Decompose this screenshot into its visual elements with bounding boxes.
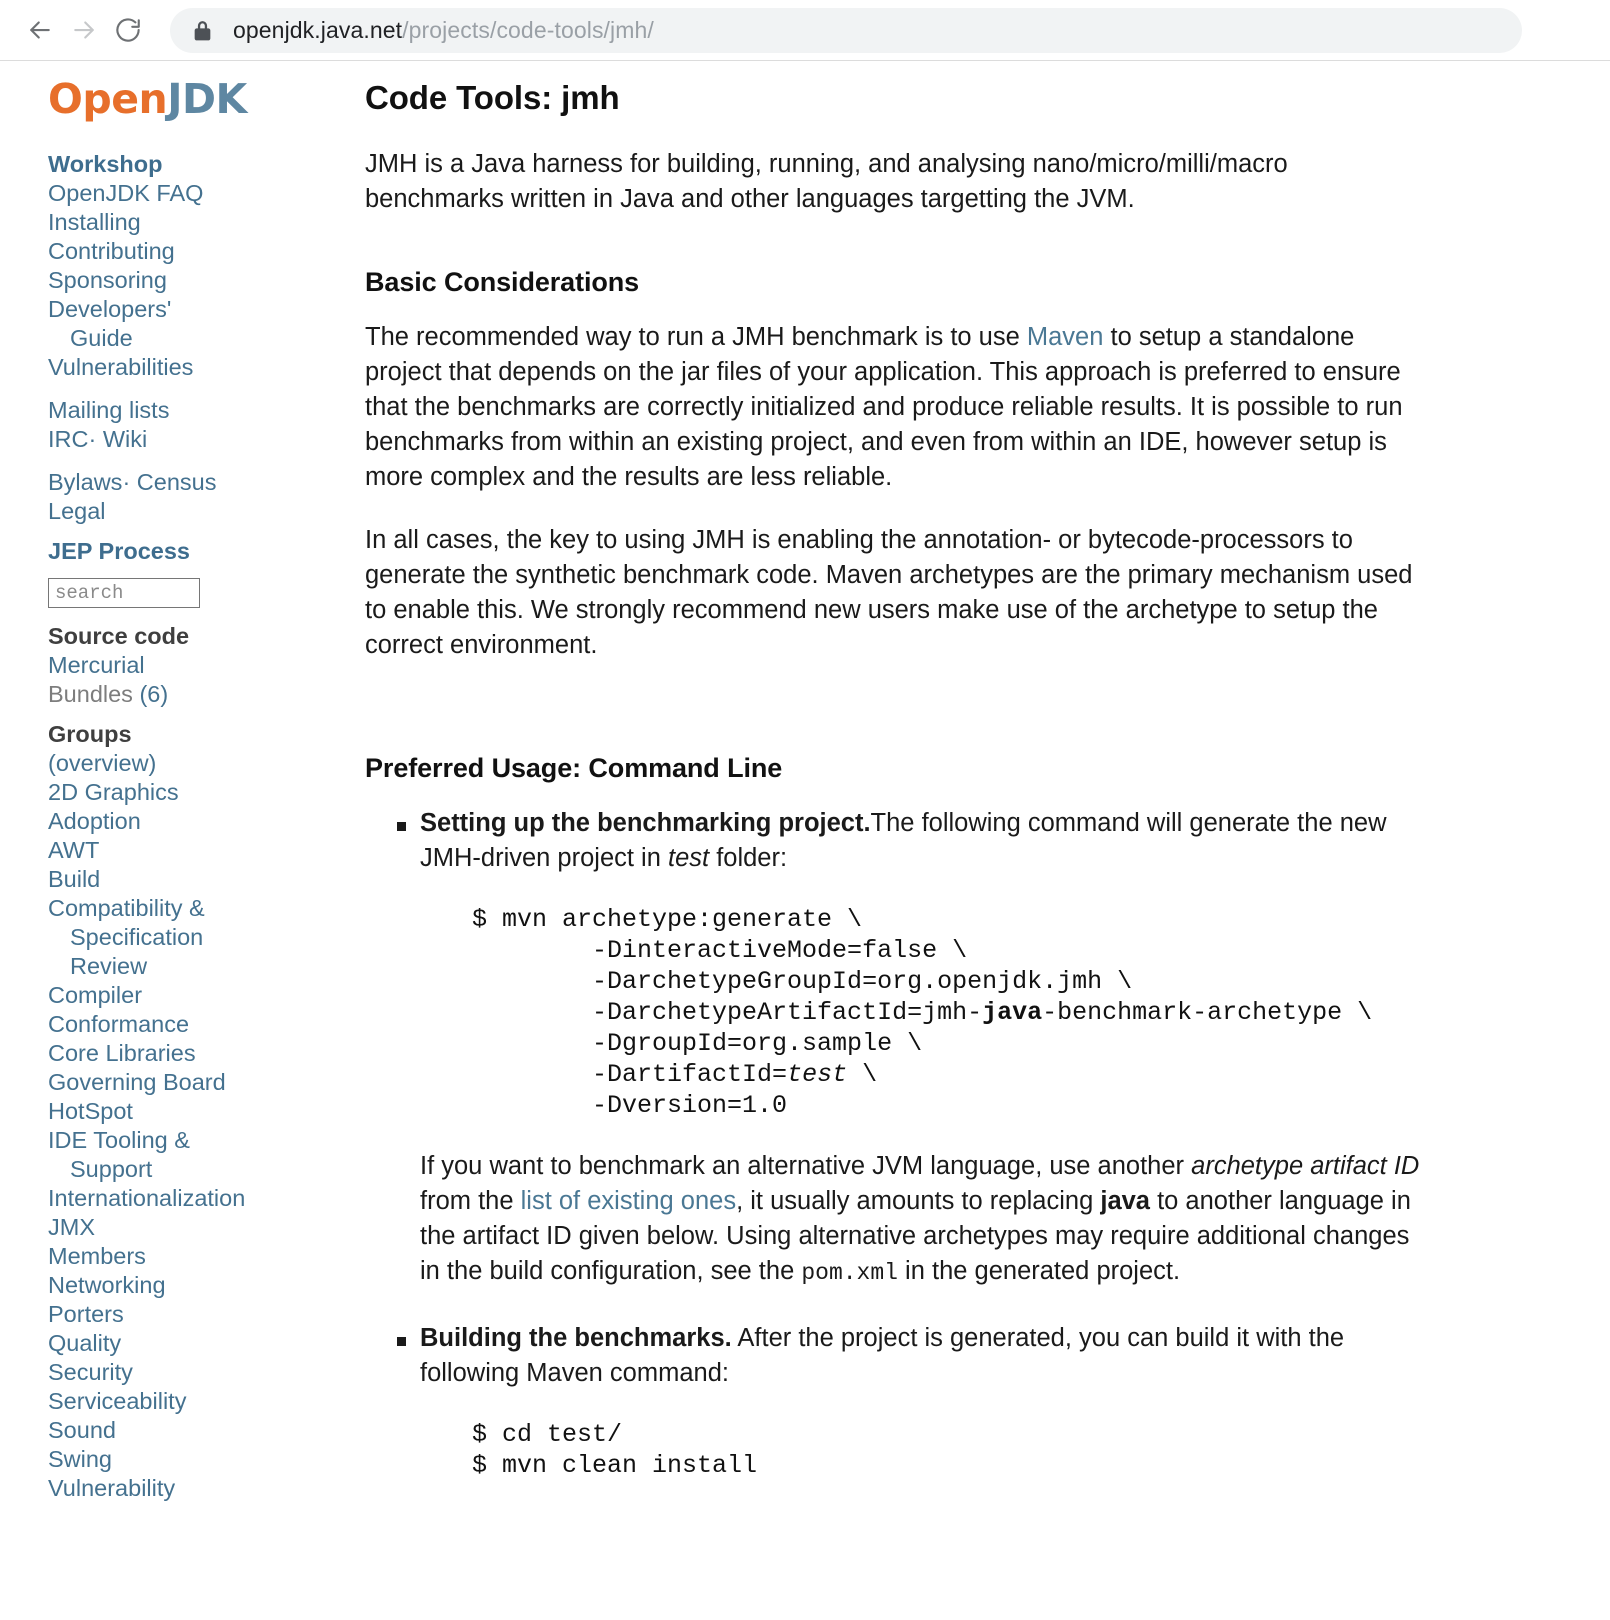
sidebar-item-governing-board[interactable]: Governing Board: [48, 1069, 226, 1095]
sidebar-item-security[interactable]: Security: [48, 1359, 133, 1385]
sidebar-spacer-2: [48, 454, 307, 468]
code2-line-1: $ cd test/: [472, 1420, 623, 1449]
address-bar[interactable]: [170, 8, 1522, 53]
maven-link[interactable]: Maven: [1026, 323, 1104, 351]
sidebar-item-overview[interactable]: (overview): [48, 750, 157, 776]
code1-line-2: -DinteractiveMode=false \: [472, 936, 968, 965]
sidebar-item-networking[interactable]: Networking: [48, 1272, 166, 1298]
sidebar-item-developers-guide-cont[interactable]: Guide: [70, 325, 133, 351]
sidebar-item-census[interactable]: Census: [136, 469, 217, 495]
sidebar-heading-groups: Groups: [48, 721, 132, 747]
pom-xml-code: pom.xml: [801, 1260, 898, 1286]
sidebar-item-compatibility-cont-2[interactable]: Review: [70, 953, 148, 979]
sidebar-item-jmx[interactable]: JMX: [48, 1214, 95, 1240]
section-heading-basic-considerations: Basic Considerations: [365, 267, 640, 297]
sidebar: [0, 61, 307, 1503]
basic-p1-text-b: to setup a standalone project that depends on the jar files of your application. This approach is preferred to ensure that the benchmarks are correctly initialized and produce reliable results. It is possible to run benchmarks from within an existing project, and even from within an IDE, however setup is more complex and the results are less reliable.: [365, 323, 1403, 491]
sidebar-item-compiler[interactable]: Compiler: [48, 982, 143, 1008]
usage-list: [365, 806, 1420, 1481]
sidebar-spacer: [48, 382, 307, 396]
sidebar-spacer-5: [48, 709, 307, 720]
sidebar-item-bundles-count[interactable]: (6): [139, 681, 169, 707]
section-heading-preferred-usage: Preferred Usage: Command Line: [365, 753, 783, 783]
sidebar-item-swing[interactable]: Swing: [48, 1446, 113, 1472]
url-text: [233, 17, 654, 44]
list-item-building: [365, 1321, 1420, 1481]
sidebar-item-ide-tooling-cont[interactable]: Support: [70, 1156, 153, 1182]
sidebar-item-build[interactable]: Build: [48, 866, 101, 892]
url-host: openjdk.java.net: [233, 16, 403, 43]
sidebar-item-conformance[interactable]: Conformance: [48, 1011, 190, 1037]
sidebar-item-2d-graphics[interactable]: 2D Graphics: [48, 779, 179, 805]
sidebar-heading-jep-process[interactable]: JEP Process: [48, 538, 190, 564]
after-code-text-d: to another language in the artifact ID given below. Using alternative archetypes may require additional changes in the build configuration, see the: [420, 1187, 1411, 1285]
page-body: [0, 61, 1610, 1620]
after-code-text-e: in the generated project.: [897, 1257, 1181, 1285]
after-code-italic-phrase: archetype artifact ID: [1191, 1152, 1420, 1180]
sidebar-item-awt[interactable]: AWT: [48, 837, 100, 863]
basic-paragraph-2: In all cases, the key to using JMH is enabling the annotation- or bytecode-processors to generate the synthetic benchmark code. Maven archetypes are the primary mechanism used to enable this. We strongly recommend new users make use of the archetype to setup the correct environment.: [365, 526, 1413, 659]
sidebar-item-hotspot[interactable]: HotSpot: [48, 1098, 133, 1124]
reload-icon: [113, 15, 143, 45]
basic-paragraph-1: [365, 320, 1420, 495]
sidebar-item-porters[interactable]: Porters: [48, 1301, 124, 1327]
sidebar-item-ide-tooling[interactable]: IDE Tooling &: [48, 1127, 190, 1153]
bullet2-paragraph: [420, 1321, 1420, 1391]
after-code-text-b: from the: [420, 1187, 521, 1215]
sidebar-item-vulnerabilities[interactable]: Vulnerabilities: [48, 354, 194, 380]
sidebar-item-irc[interactable]: IRC: [48, 426, 89, 452]
sidebar-item-compatibility-cont-1[interactable]: Specification: [70, 924, 204, 950]
lock-icon: [192, 19, 213, 42]
page-title: Code Tools: jmh: [365, 79, 620, 116]
code1-line-3: -DarchetypeGroupId=org.openjdk.jmh \: [472, 967, 1133, 996]
bullet1-paragraph: [420, 806, 1420, 876]
arrow-left-icon: [25, 15, 55, 45]
bullet1-folder-name: test: [668, 844, 710, 872]
logo-open-text: Open: [48, 75, 168, 123]
reload-button[interactable]: [106, 8, 150, 52]
sidebar-item-core-libraries[interactable]: Core Libraries: [48, 1040, 196, 1066]
code1-line-7: -Dversion=1.0: [472, 1091, 788, 1120]
arrow-right-icon: [69, 15, 99, 45]
sidebar-item-wiki[interactable]: Wiki: [102, 426, 148, 452]
openjdk-logo[interactable]: [48, 75, 307, 123]
code1-line-4a: -DarchetypeArtifactId=jmh-: [472, 998, 983, 1027]
logo-jdk-text: JDK: [167, 75, 247, 123]
sidebar-item-bundles-label: Bundles: [48, 681, 140, 707]
sidebar-item-installing[interactable]: Installing: [48, 209, 141, 235]
sidebar-spacer-4: [48, 608, 307, 622]
code-block-archetype-generate: [420, 904, 1420, 1121]
code2-line-2: $ mvn clean install: [472, 1451, 758, 1480]
bullet2-lead-label: Building the benchmarks.: [420, 1324, 732, 1352]
after-code-paragraph: [420, 1149, 1420, 1291]
sidebar-item-quality[interactable]: Quality: [48, 1330, 122, 1356]
after-code-bold-java: java: [1100, 1187, 1150, 1215]
bullet1-lead-label: Setting up the benchmarking project.: [420, 809, 871, 837]
after-code-text-a: If you want to benchmark an alternative JVM language, use another: [420, 1152, 1192, 1180]
intro-paragraph: JMH is a Java harness for building, running, and analysing nano/micro/milli/macro benchmarks written in Java and other languages targetting the JVM.: [365, 150, 1288, 213]
sidebar-item-internationalization[interactable]: Internationalization: [48, 1185, 246, 1211]
code1-line-6-test: test: [787, 1060, 848, 1089]
existing-archetypes-link[interactable]: list of existing ones: [520, 1187, 737, 1215]
url-path: /projects/code-tools/jmh/: [402, 16, 654, 43]
code1-line-1: $ mvn archetype:generate \: [472, 905, 863, 934]
code1-line-4b: -benchmark-archetype \: [1042, 998, 1373, 1027]
sidebar-item-irc-wiki: [48, 425, 307, 454]
sidebar-item-legal[interactable]: Legal: [48, 498, 106, 524]
sidebar-separator-2: ·: [122, 469, 131, 495]
sidebar-item-mailing-lists[interactable]: Mailing lists: [48, 397, 170, 423]
code1-line-6b: \: [847, 1060, 878, 1089]
sidebar-item-adoption[interactable]: Adoption: [48, 808, 141, 834]
sidebar-item-bylaws-census: [48, 468, 307, 497]
sidebar-spacer-3: [48, 526, 307, 537]
back-button[interactable]: [18, 8, 62, 52]
code1-line-6a: -DartifactId=: [472, 1060, 788, 1089]
sidebar-item-bundles: [48, 680, 307, 709]
code1-line-5: -DgroupId=org.sample \: [472, 1029, 923, 1058]
basic-p1-text-a: The recommended way to run a JMH benchmark is to use: [365, 323, 1027, 351]
sidebar-item-sound[interactable]: Sound: [48, 1417, 116, 1443]
sidebar-item-vulnerability[interactable]: Vulnerability: [48, 1475, 176, 1501]
list-item-setting-up: [365, 806, 1420, 1291]
sidebar-heading-source-code: Source code: [48, 623, 190, 649]
bullet1-text-a: The following command will generate the new JMH-driven project in: [420, 809, 1387, 872]
bullet2-text: After the project is generated, you can build it with the following Maven command:: [420, 1324, 1345, 1387]
sidebar-item-developers-guide[interactable]: Developers': [48, 296, 172, 322]
sidebar-item-openjdk-faq[interactable]: OpenJDK FAQ: [48, 180, 204, 206]
sidebar-item-contributing[interactable]: Contributing: [48, 238, 175, 264]
search-input[interactable]: [48, 578, 200, 608]
code1-line-4-java: java: [982, 998, 1043, 1027]
main-content: [307, 61, 1610, 1511]
sidebar-separator: ·: [88, 426, 97, 452]
sidebar-item-mercurial[interactable]: Mercurial: [48, 652, 145, 678]
sidebar-item-bylaws[interactable]: Bylaws: [48, 469, 123, 495]
after-code-text-c: , it usually amounts to replacing: [736, 1187, 1101, 1215]
bullet1-text-b: folder:: [709, 844, 788, 872]
sidebar-item-members[interactable]: Members: [48, 1243, 146, 1269]
sidebar-item-serviceability[interactable]: Serviceability: [48, 1388, 187, 1414]
sidebar-item-sponsoring[interactable]: Sponsoring: [48, 267, 167, 293]
sidebar-heading-workshop: Workshop: [48, 151, 163, 177]
forward-button[interactable]: [62, 8, 106, 52]
code-block-build: [420, 1419, 1420, 1481]
sidebar-item-compatibility[interactable]: Compatibility &: [48, 895, 205, 921]
browser-toolbar: [0, 0, 1610, 61]
